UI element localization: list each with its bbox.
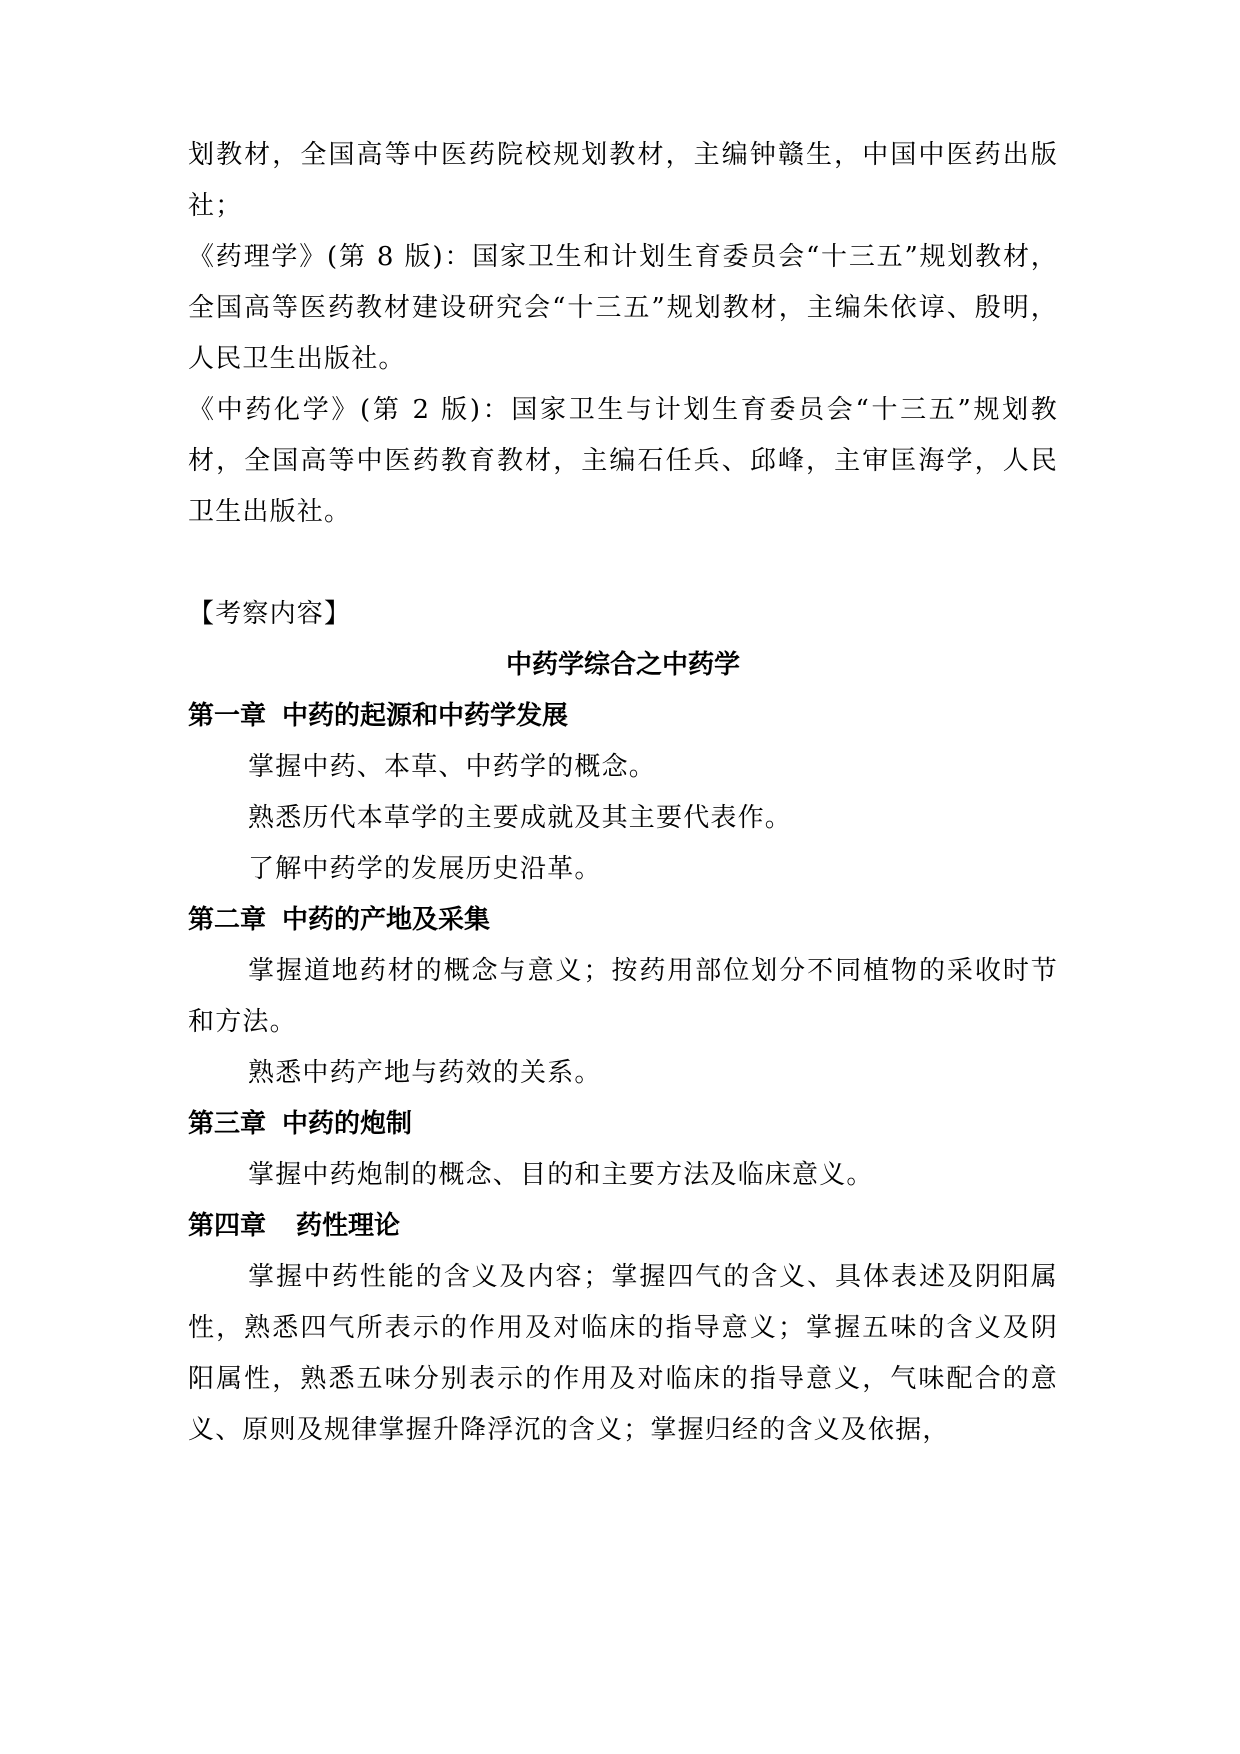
chapter-title: 中药的起源和中药学发展 <box>282 701 569 731</box>
chapter-item: 掌握中药性能的含义及内容；掌握四气的含义、具体表述及阴阳属性，熟悉四气所表示的作用及对临床的指导意义；掌握五味的含义及阴阳属性，熟悉五味分别表示的作用及对临床的指导意义，气味配合的意义、原则及规律掌握升降浮沉的含义；掌握归经的含义及依据， <box>188 1262 1058 1445</box>
reference-tcm-chemistry: 《中药化学》(第 2 版)：国家卫生与计划生育委员会“十三五”规划教材，全国高等中医药教育教材，主编石任兵、邱峰，主审匡海学，人民卫生出版社。 <box>188 395 1058 527</box>
document-page <box>188 130 1058 1456</box>
chapter-item: 了解中药学的发展历史沿革。 <box>248 854 602 884</box>
chapter-heading-4 <box>188 1201 1058 1252</box>
chapter-heading-2 <box>188 895 1058 946</box>
chapter-number: 第一章 <box>188 701 267 731</box>
chapter-number: 第二章 <box>188 905 267 935</box>
reference-pharmacology: 《药理学》(第 8 版)：国家卫生和计划生育委员会“十三五”规划教材，全国高等医药教材建设研究会“十三五”规划教材，主编朱依谆、殷明，人民卫生出版社。 <box>188 242 1058 374</box>
chapter-item: 熟悉历代本草学的主要成就及其主要代表作。 <box>248 803 793 833</box>
chapter-item: 掌握中药、本草、中药学的概念。 <box>248 752 657 782</box>
section-title: 中药学综合之中药学 <box>505 650 740 680</box>
chapter-item: 掌握道地药材的概念与意义；按药用部位划分不同植物的采收时节和方法。 <box>188 956 1058 1037</box>
chapter-number: 第三章 <box>188 1109 267 1139</box>
chapter-title: 药性理论 <box>296 1211 401 1241</box>
section-label: 【考察内容】 <box>188 599 352 629</box>
chapter-title: 中药的炮制 <box>282 1109 413 1139</box>
chapter-item: 掌握中药炮制的概念、目的和主要方法及临床意义。 <box>248 1160 874 1190</box>
chapter-number: 第四章 <box>188 1211 267 1241</box>
spacer <box>188 538 1058 589</box>
chapter-title: 中药的产地及采集 <box>282 905 491 935</box>
chapter-item: 熟悉中药产地与药效的关系。 <box>248 1058 602 1088</box>
chapter-heading-1 <box>188 691 1058 742</box>
reference-continuation: 划教材，全国高等中医药院校规划教材，主编钟赣生，中国中医药出版社； <box>188 140 1058 221</box>
chapter-heading-3 <box>188 1099 1058 1150</box>
